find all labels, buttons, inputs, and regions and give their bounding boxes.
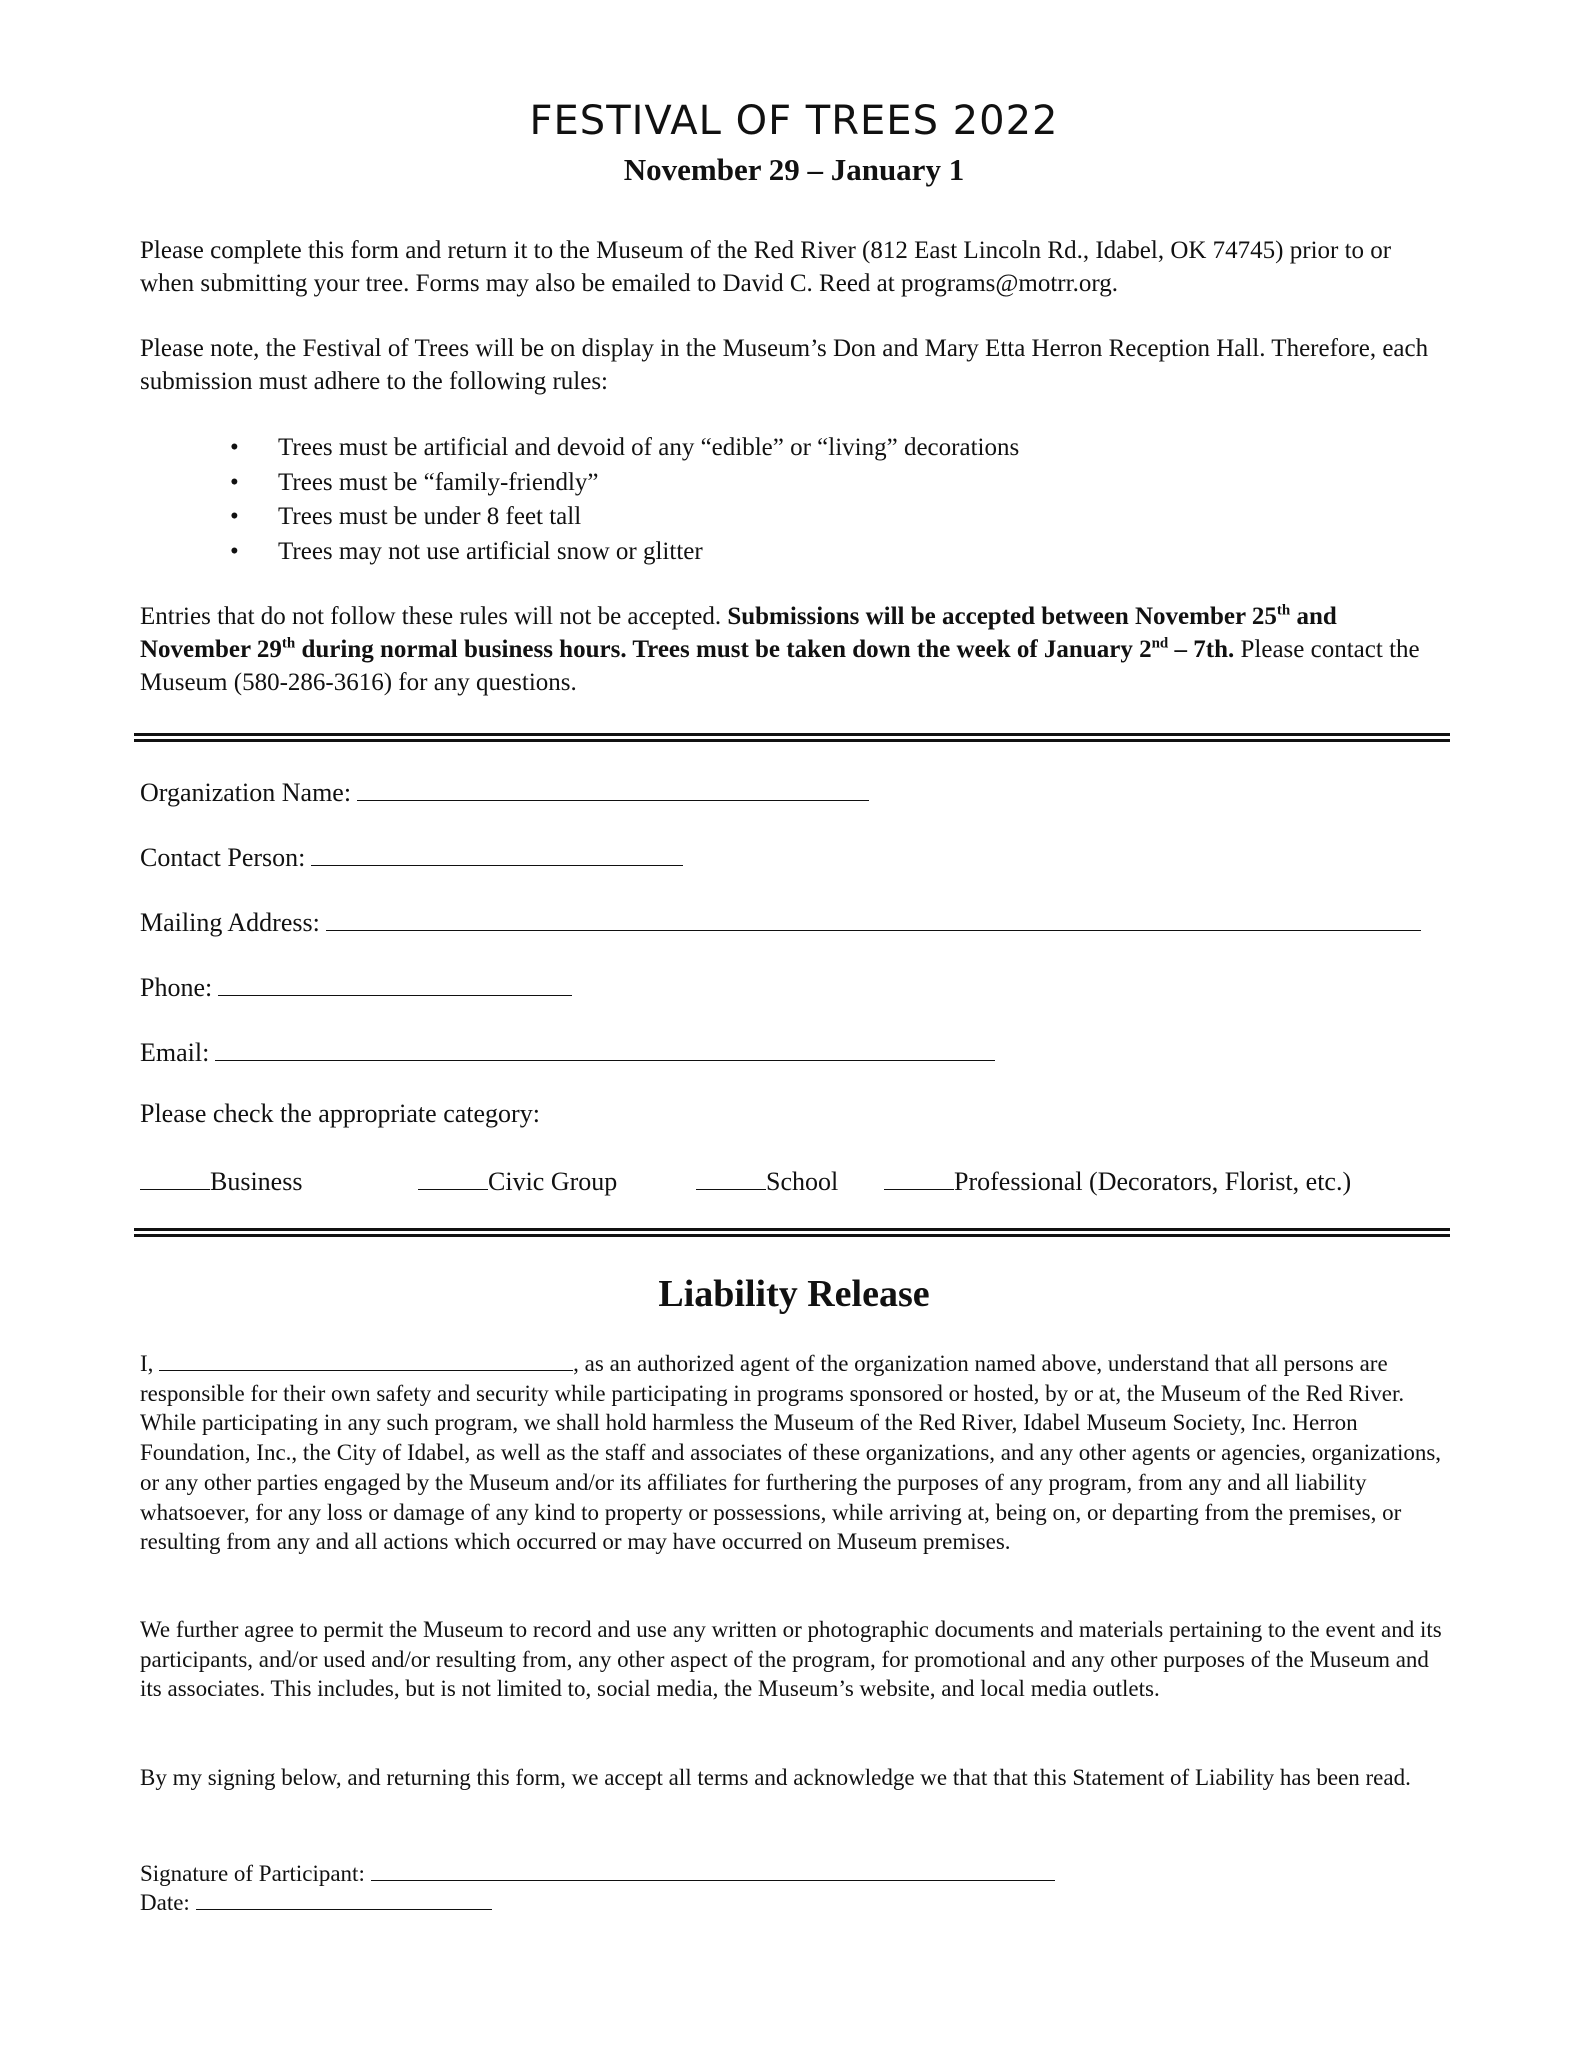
mailing-address-input[interactable] xyxy=(326,904,1421,931)
category-checkbox[interactable] xyxy=(884,1165,954,1190)
category-school[interactable]: School xyxy=(696,1165,838,1197)
signature-input[interactable] xyxy=(371,1858,1055,1881)
bullet-icon: • xyxy=(230,468,239,496)
contact-label: Contact Person: xyxy=(140,843,306,872)
phone-input[interactable] xyxy=(218,969,572,996)
category-civic-group[interactable]: Civic Group xyxy=(418,1165,617,1197)
email-label: Email: xyxy=(140,1038,210,1067)
category-checkbox[interactable] xyxy=(418,1165,488,1190)
rules-list xyxy=(230,431,1019,569)
signature-field xyxy=(140,1858,1055,1888)
category-checkbox[interactable] xyxy=(696,1165,766,1190)
agent-name-input[interactable] xyxy=(159,1348,573,1371)
email-field xyxy=(140,1034,995,1068)
submission-notice: Entries that do not follow these rules will not be accepted. Submissions will be accepted between November 25th and November 29th during normal business hours. Trees must be taken down the week of January 2nd – 7th. Please contact the Museum (580-286-3616) for any questions. xyxy=(140,602,1420,696)
mailing-address-field xyxy=(140,904,1421,938)
rule-item: • Trees must be under 8 feet tall xyxy=(230,500,1019,535)
rule-item: • Trees must be artificial and devoid of any “edible” or “living” decorations xyxy=(230,431,1019,466)
bullet-icon: • xyxy=(230,503,239,530)
page-title: FESTIVAL OF TREES 2022 xyxy=(529,98,1059,144)
date-label: Date: xyxy=(140,1890,190,1915)
date-input[interactable] xyxy=(196,1887,492,1910)
acknowledgement-paragraph: By my signing below, and returning this form, we accept all terms and acknowledge we that that this Statement of Liability has been read. xyxy=(140,1765,1411,1790)
phone-label: Phone: xyxy=(140,973,213,1002)
rule-item: • Trees must be “family-friendly” xyxy=(230,466,1019,501)
contact-input[interactable] xyxy=(311,839,683,866)
mailing-address-label: Mailing Address: xyxy=(140,908,320,937)
intro-paragraph: Please complete this form and return it to the Museum of the Red River (812 East Lincoln Rd., Idabel, OK 74745) prior to or when submitting your tree. Forms may also be emailed to David C. Reed at programs@motrr.org. xyxy=(140,237,1392,297)
category-prompt: Please check the appropriate category: xyxy=(140,1099,540,1128)
section-divider xyxy=(134,1228,1450,1237)
liability-paragraph: I, , as an authorized agent of the organization named above, understand that all persons are responsible for their own safety and security while participating in programs sponsored or hosted, by or at, the Museum of the Red River. While participating in any such program, we shall hold harmless the Museum of the Red River, Idabel Museum Society, Inc. Herron Foundation, Inc., the City of Idabel, as well as the staff and associates of these organizations, and any other agents or agencies, organizations, or any other parties engaged by the Museum and/or its affiliates for furthering the purposes of any program, from any and all liability whatsoever, for any loss or damage of any kind to property or possessions, while arriving at, being on, or departing from the premises, or resulting from any and all actions which occurred or may have occurred on Museum premises. xyxy=(140,1348,1456,1557)
media-consent-paragraph: We further agree to permit the Museum to record and use any written or photographic documents and materials pertaining to the event and its participants, and/or used and/or resulting from, any other aspect of the program, for promotional and any other purposes of the Museum and its associates. This includes, but is not limited to, social media, the Museum’s website, and local media outlets. xyxy=(140,1617,1442,1702)
email-input[interactable] xyxy=(215,1034,995,1061)
form-page xyxy=(140,0,1448,2048)
category-checkbox[interactable] xyxy=(140,1165,210,1190)
organization-input[interactable] xyxy=(357,774,869,801)
date-field xyxy=(140,1887,492,1917)
category-professional[interactable]: Professional (Decorators, Florist, etc.) xyxy=(884,1165,1351,1197)
bullet-icon: • xyxy=(230,434,239,461)
bullet-icon: • xyxy=(230,537,239,565)
contact-field xyxy=(140,839,683,873)
rules-intro-paragraph: Please note, the Festival of Trees will be on display in the Museum’s Don and Mary Etta Herron Reception Hall. Therefore, each submission must adhere to the following rules: xyxy=(140,335,1429,395)
organization-field xyxy=(140,774,869,808)
liability-release-title: Liability Release xyxy=(658,1273,930,1315)
rule-item: • Trees may not use artificial snow or glitter xyxy=(230,535,1019,570)
phone-field xyxy=(140,969,572,1003)
event-dates: November 29 – January 1 xyxy=(623,152,965,187)
organization-label: Organization Name: xyxy=(140,778,352,807)
signature-label: Signature of Participant: xyxy=(140,1861,365,1886)
section-divider xyxy=(134,733,1450,742)
category-business[interactable]: Business xyxy=(140,1165,302,1197)
